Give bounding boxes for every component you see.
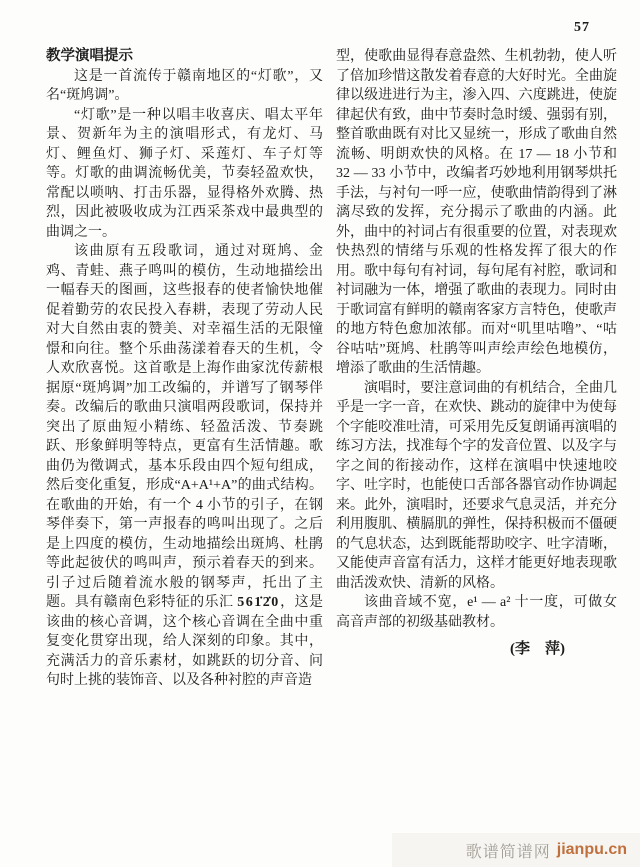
paragraph-text-after-motif: ，这是该曲的核心音调，这个核心音调在全曲中重复变化贯穿出现，给人深刻的印象。其中，充满活力的音乐素材，如跳跃的切分音、问句时上挑的装饰音、以及各种衬腔的声音造	[46, 595, 324, 688]
page-number: 57	[574, 20, 590, 35]
watermark-site-url: jianpu.cn	[556, 841, 627, 858]
paragraph-song-analysis	[46, 242, 323, 691]
paragraph-intro: 这是一首流传于赣南地区的“灯歌”，又名“斑鸠调”。	[46, 68, 323, 103]
paragraph-denggo-description: “灯歌”是一种以唱丰收喜庆、唱太平年景、贺新年为主的演唱形式，有龙灯、马灯、鲤鱼灯、狮子灯、采莲灯、车子灯等等。灯歌的曲调流畅优美，节奏轻盈欢快，常配以唢呐、打击乐器，显得格外欢腾、热烈，因此被吸收成为江西采茶戏中最典型的曲调之一。	[46, 107, 323, 240]
paragraph-text-before-motif: 该曲原有五段歌词，通过对斑鸠、金鸡、青蛙、燕子鸣叫的模仿，生动地描绘出一幅春天的图画，这些报春的使者愉快地催促着勤劳的农民投入春耕，表现了劳动人民对大自然由衷的赞美、对幸福生活的无限憧憬和向往。整个乐曲荡漾着春天的生机，令人欢欣喜悦。这首歌是上海作曲家沈传薪根据原“斑鸠调”加工改编的，并谱写了钢琴伴奏。改编后的歌曲只演唱两段歌词，保持并突出了原曲短小精练、轻盈活泼、节奏跳跃、形象鲜明等特点，更富有生活情趣。歌曲仍为徵调式，基本乐段由四个短句组成，然后变化重复，形成“A+A¹+A”的曲式结构。在歌曲的开始，有一个 4 小节的引子，在钢琴伴奏下，第一声报春的鸣叫出现了。之后是上四度的模仿，生动地描绘出斑鸠、杜鹃等此起彼伏的鸣叫声，预示着春天的到来。引子过后随着流水般的钢琴声，托出了主题。具有赣南色彩特征的乐汇	[46, 244, 323, 610]
section-heading: 教学演唱提示	[46, 48, 133, 64]
paragraph-singing-advice: 演唱时，要注意词曲的有机结合，全曲几乎是一字一音，在欢快、跳动的旋律中为使每个字能咬准吐清，可采用先反复朗诵再演唱的练习方法，找准每个字的发音位置、以及字与字之间的衔接动作，这样在演唱中快速地咬字、吐字时，也能使口舌部各器官动作协调起来。此外，演唱时，还要求气息灵活，并充分利用腹肌、横膈肌的弹性，保持积极而不僵硬的气息状态，达到既能帮助咬字、吐字清晰，又能使声音富有活力，这样才能更好地表现歌曲活泼欢快、清新的风格。	[336, 380, 617, 591]
watermark-site-name: 歌谱简谱网	[465, 843, 551, 861]
watermark-background	[392, 833, 640, 867]
author-signature: (李 萍)	[510, 641, 565, 657]
paragraph-song-analysis-continued: 型，使歌曲显得春意盎然、生机勃勃，使人听了倍加珍惜这散发着春意的大好时光。全曲旋律以级进进行为主，渗入四、六度跳进，使旋律起伏有致，曲中节奏时急时缓、强弱有别，整首歌曲既有对比又显统一，形成了歌曲自然流畅、明朗欢快的风格。在 17 — 18 小节和 32 — 33 小节中，改编者巧妙地利用钢琴烘托手法，与衬句一呼一应，使歌曲情韵得到了淋漓尽致的发挥，充分揭示了歌曲的内涵。此外，曲中的衬词占有很重要的位置，对表现欢快热烈的情绪与乐观的性格发挥了很大的作用。歌中每句有衬词，每句尾有衬腔，歌词和衬词融为一体，增强了歌曲的表现力。同时由于歌词富有鲜明的赣南客家方言特色，使歌声的地方特色愈加浓郁。而对“叽里咕噜”、“咕谷咕咕”斑鸠、杜鹃等叫声绘声绘色地模仿，增添了歌曲的生活情趣。	[336, 49, 617, 376]
paragraph-vocal-range: 该曲音域不宽，e¹ — a² 十一度，可做女高音声部的初级基础教材。	[336, 595, 617, 630]
left-column	[46, 47, 323, 691]
jianpu-music-motif: 561̇2̇0	[237, 595, 280, 610]
right-column	[336, 47, 617, 660]
